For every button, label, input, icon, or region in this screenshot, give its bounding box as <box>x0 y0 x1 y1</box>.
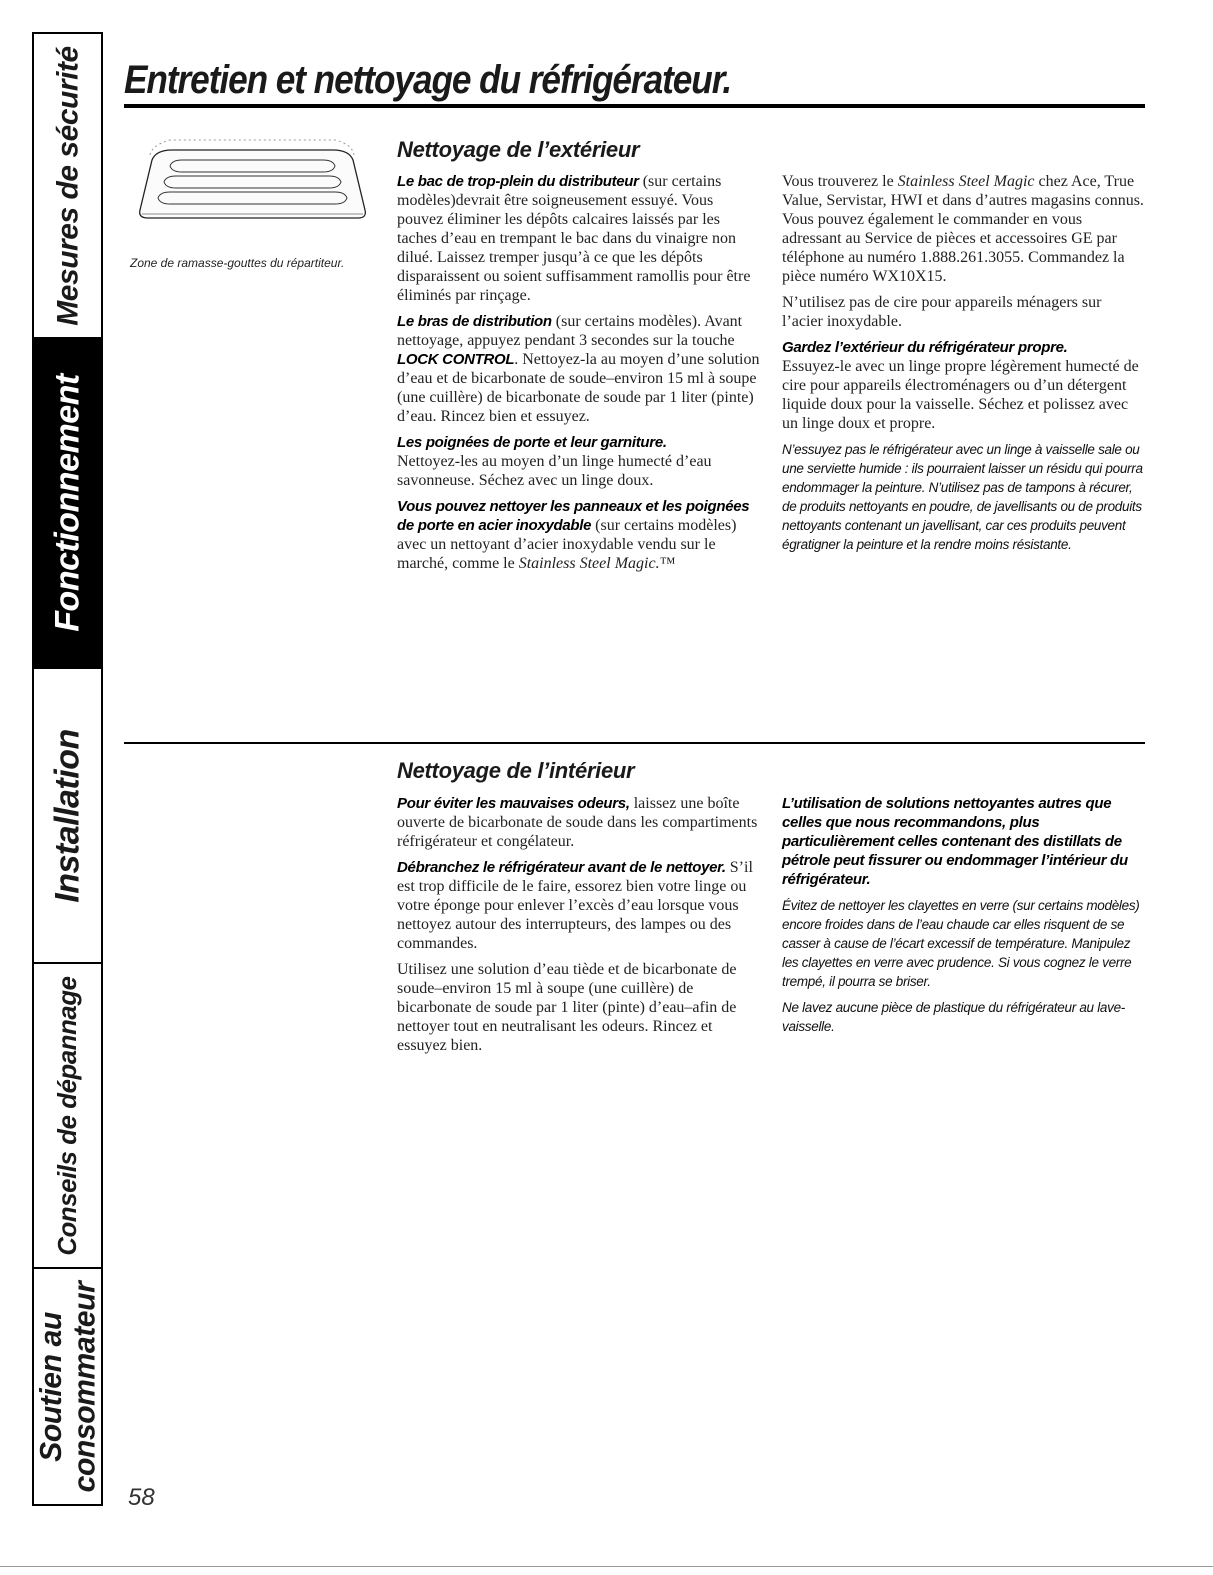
brand-name: Stainless Steel Magic <box>897 173 1035 190</box>
interior-column-left <box>397 794 762 1062</box>
paragraph-text: chez Ace, True Value, Servistar, HWI et dans d’autres magasins connus. Vous pouvez également le commander en vous adressant au Service de pièces et accessoires GE par téléphone au numéro 1.888.261.3055. Commandez la pièce numéro WX10X15. <box>782 173 1144 285</box>
tab-soutien-au-consommateur[interactable] <box>34 1269 101 1504</box>
tab-conseils-de-depannage[interactable] <box>34 964 101 1269</box>
caution-statement: L’utilisation de solutions nettoyantes autres que celles que nous recommandons, plus particulièrement celles contenant des distillats de pétrole peut fissurer ou endommager l’intérieur du réfrigérateur. <box>782 795 1128 888</box>
paragraph-text: laissez une boîte ouverte de bicarbonate de soude dans les compartiments réfrigérateur et congélateur. <box>397 795 758 850</box>
paragraph: N’utilisez pas de cire pour appareils ménagers sur l’acier inoxydable. <box>782 294 1102 330</box>
paragraph-text: S’il est trop difficile de le faire, essorez bien votre linge ou votre éponge pour enlever l’excès d’eau lorsque vous nettoyez autour des interrupteurs, des lampes ou des commandes. <box>397 859 753 952</box>
paragraph <box>397 433 762 490</box>
exterior-column-right <box>782 172 1144 561</box>
brand-name: Stainless Steel Magic.™ <box>518 555 676 572</box>
paragraph-lead: Pour éviter les mauvaises odeurs, <box>397 795 630 812</box>
page-title: Entretien et nettoyage du réfrigérateur. <box>124 58 732 102</box>
lock-control-key: LOCK CONTROL <box>397 351 515 368</box>
paragraph-lead: Le bac de trop-plein du distributeur <box>397 173 639 190</box>
paragraph-text: (sur certains modèles) avec un nettoyant d’acier inoxydable vendu sur le marché, comme le <box>397 517 737 572</box>
tab-label: Installation <box>48 728 87 903</box>
exterior-heading: Nettoyage de l’extérieur <box>397 137 640 162</box>
tab-mesures-de-securite[interactable] <box>34 34 101 339</box>
tab-label: Conseils de dépannage <box>53 975 82 1256</box>
page-number: 58 <box>128 1484 155 1511</box>
interior-column-right <box>782 794 1144 1043</box>
paragraph <box>397 858 762 953</box>
section-divider <box>124 742 1145 744</box>
paragraph-text: . Nettoyez-la au moyen d’une solution d’eau et de bicarbonate de soude–environ 15 ml à soupe (une cuillère) de bicarbonate de soude par 1 liter (pinte) d’eau. Rincez bien et essuyez. <box>397 351 760 425</box>
paragraph <box>782 172 1144 286</box>
paragraph-lead: Vous pouvez nettoyer les panneaux et les poignées de porte en acier inoxydable <box>397 498 750 534</box>
warning-note: N’essuyez pas le réfrigérateur avec un linge à vaisselle sale ou une serviette humide : ils pourraient laisser un résidu qui pourra endommager la peinture. N’utilisez pas de tampons à récurer, de produits nettoyants en poudre, de javellisants ou de produits nettoyants contenant un javellisant, car ces produits peuvent égratigner la peinture et la rendre moins résistante. <box>782 442 1143 552</box>
paragraph <box>397 794 762 851</box>
paragraph-lead: Les poignées de porte et leur garniture. <box>397 434 667 451</box>
paragraph <box>782 338 1144 433</box>
paragraph <box>397 497 762 573</box>
drip-tray-illustration <box>130 130 375 250</box>
tab-label: Soutien au consommateur <box>33 1281 102 1492</box>
tab-label: Fonctionnement <box>48 374 87 632</box>
warning-note: Ne lavez aucune pièce de plastique du réfrigérateur au lave-vaisselle. <box>782 1000 1125 1034</box>
paragraph-text: (sur certains modèles)devrait être soigneusement essuyé. Vous pouvez éliminer les dépôts calcaires laissés par les taches d’eau en trempant le bac dans du vinaigre non dilué. Laissez tremper jusqu’à ce que les dépôts disparaissent ou soient suffisamment ramollis pour être éliminés par rinçage. <box>397 173 751 304</box>
interior-heading: Nettoyage de l’intérieur <box>397 758 635 783</box>
paragraph-text: Essuyez-le avec un linge propre légèrement humecté de cire pour appareils électroménagers ou d’un détergent liquide doux pour la vaisselle. Séchez et polissez avec un linge doux et propre. <box>782 358 1139 432</box>
tab-fonctionnement[interactable] <box>34 339 101 669</box>
exterior-column-left <box>397 172 762 580</box>
illustration-caption: Zone de ramasse-gouttes du répartiteur. <box>130 256 345 270</box>
paragraph-lead: Gardez l’extérieur du réfrigérateur propre. <box>782 339 1068 356</box>
tab-installation[interactable] <box>34 669 101 964</box>
paragraph-lead: Le bras de distribution <box>397 313 552 330</box>
paragraph-text: Nettoyez-les au moyen d’un linge humecté d’eau savonneuse. Séchez avec un linge doux. <box>397 453 712 489</box>
paragraph <box>397 172 762 305</box>
title-divider <box>124 104 1145 108</box>
page-bottom-rule <box>0 1566 1213 1567</box>
section-tabs <box>32 32 103 1506</box>
paragraph-text: (sur certains modèles). Avant nettoyage, appuyez pendant 3 secondes sur la touche <box>397 313 743 349</box>
tab-label: Mesures de sécurité <box>50 45 85 326</box>
paragraph-text: Vous trouverez le <box>782 173 898 190</box>
paragraph: Utilisez une solution d’eau tiède et de bicarbonate de soude–environ 15 ml à soupe (une cuillère) de bicarbonate de soude par 1 liter (pinte) d’eau–afin de nettoyer tout en neutralisant les odeurs. Rincez et essuyez bien. <box>397 961 737 1054</box>
paragraph <box>397 312 762 426</box>
paragraph-lead: Débranchez le réfrigérateur avant de le nettoyer. <box>397 859 726 876</box>
warning-note: Évitez de nettoyer les clayettes en verre (sur certains modèles) encore froides dans de l’eau chaude car elles risquent de se casser à cause de l’écart excessif de température. Manipulez les clayettes en verre avec prudence. Si vous cognez le verre trempé, il pourra se briser. <box>782 898 1140 989</box>
